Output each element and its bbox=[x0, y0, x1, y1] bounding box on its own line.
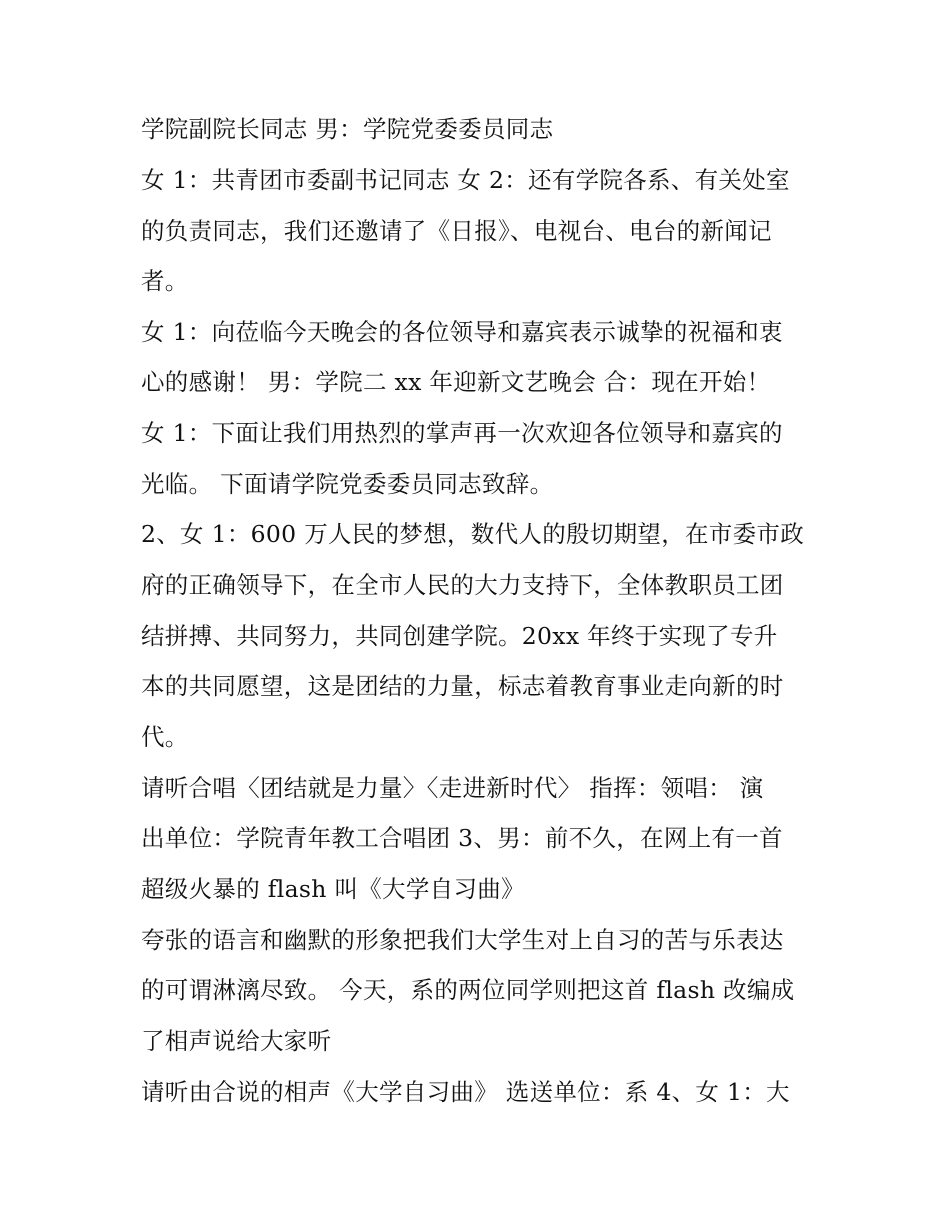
text-line: 了相声说给大家听 bbox=[141, 1027, 332, 1055]
text-line: 代。 bbox=[141, 723, 189, 751]
text-line: 光临。 下面请学院党委委员同志致辞。 bbox=[141, 470, 554, 498]
text-line: 者。 bbox=[141, 267, 189, 295]
text-line: 心的感谢！ 男：学院二 xx 年迎新文艺晚会 合：现在开始！ bbox=[141, 368, 771, 396]
text-line: 请听由合说的相声《大学自习曲》 选送单位：系 4、女 1：大 bbox=[141, 1078, 790, 1106]
text-line: 女 1：共青团市委副书记同志 女 2：还有学院各系、有关处室 bbox=[141, 166, 790, 194]
text-line: 学院副院长同志 男：学院党委委员同志 bbox=[141, 115, 554, 143]
text-line: 结拼搏、共同努力，共同创建学院。20xx 年终于实现了专升 bbox=[141, 622, 778, 650]
text-line: 请听合唱〈团结就是力量〉〈走进新时代〉 指挥：领唱： 演 bbox=[141, 774, 764, 802]
text-line: 的可谓淋漓尽致。 今天，系的两位同学则把这首 flash 改编成 bbox=[141, 976, 795, 1004]
text-line: 出单位：学院青年教工合唱团 3、男：前不久，在网上有一首 bbox=[141, 824, 783, 852]
text-line: 女 1：向莅临今天晚会的各位领导和嘉宾表示诚挚的祝福和衷 bbox=[141, 318, 783, 346]
text-line: 超级火暴的 flash 叫《大学自习曲》 bbox=[141, 875, 525, 903]
text-line: 府的正确领导下，在全市人民的大力支持下，全体教职员工团 bbox=[141, 571, 784, 599]
text-line: 的负责同志，我们还邀请了《日报》、电视台、电台的新闻记 bbox=[141, 217, 772, 245]
text-line: 女 1：下面让我们用热烈的掌声再一次欢迎各位领导和嘉宾的 bbox=[141, 419, 783, 447]
text-line: 2、女 1：600 万人民的梦想，数代人的殷切期望，在市委市政 bbox=[141, 520, 804, 548]
text-line: 本的共同愿望，这是团结的力量，标志着教育事业走向新的时 bbox=[141, 672, 784, 700]
text-line: 夸张的语言和幽默的形象把我们大学生对上自习的苦与乐表达 bbox=[141, 926, 784, 954]
